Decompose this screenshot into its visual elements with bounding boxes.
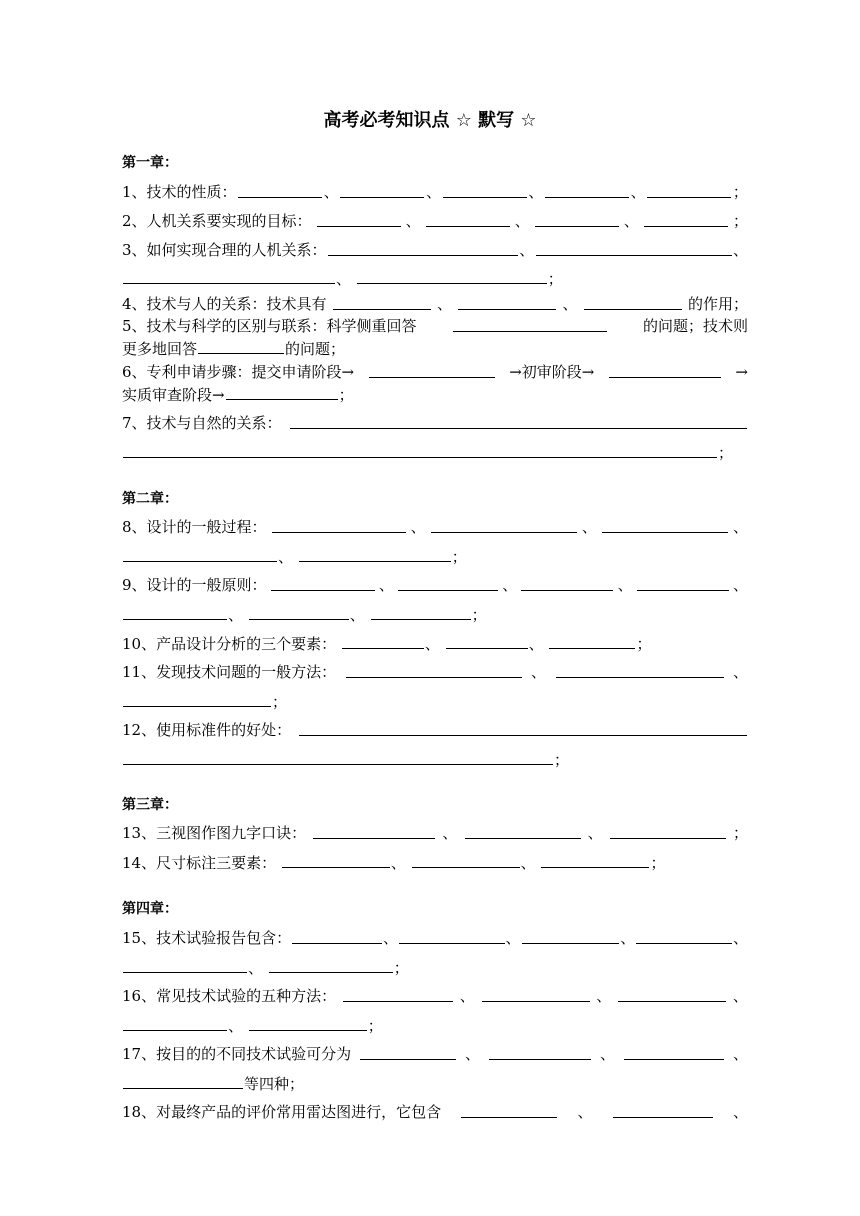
answer-blank[interactable] [198,338,284,354]
question-line: 5、技术与科学的区别与联系：科学侧重回答 的问题；技术则 [122,317,748,335]
question-line: ； [122,442,748,463]
answer-blank[interactable] [431,517,577,533]
question-line: ； [122,691,748,712]
chapter-heading: 第四章： [122,901,178,917]
question-label: 6、专利申请步骤：提交申请阶段→ [122,363,355,381]
answer-blank[interactable] [343,986,453,1002]
question-label: 14、尺寸标注三要素： [122,854,277,872]
answer-blank[interactable] [556,662,724,678]
answer-blank[interactable] [290,413,747,429]
answer-blank[interactable] [299,720,747,736]
answer-blank[interactable] [299,546,451,562]
question-line: 、 ； [122,1015,748,1036]
question-line: 13、三视图作图九字口诀： 、 、 ； [122,824,748,842]
answer-blank[interactable] [636,928,732,944]
answer-blank[interactable] [123,1073,243,1089]
answer-blank[interactable] [123,1015,227,1031]
answer-blank[interactable] [313,823,435,839]
answer-blank[interactable] [340,182,424,198]
answer-blank[interactable] [602,517,728,533]
question-line [122,413,748,433]
answer-blank[interactable] [317,211,401,227]
answer-blank[interactable] [610,823,726,839]
question-label: 15、技术试验报告包含： [122,929,292,947]
answer-blank[interactable] [584,294,682,310]
answer-blank[interactable] [458,294,556,310]
question-label: 5、技术与科学的区别与联系：科学侧重回答 [122,317,417,335]
answer-blank[interactable] [545,182,629,198]
question-line: 14、尺寸标注三要素： 、 、 ； [122,854,666,872]
answer-blank[interactable] [637,575,729,591]
question-label: 2、人机关系要实现的目标： [122,212,312,230]
answer-blank[interactable] [226,384,338,400]
question-line: 6、专利申请步骤：提交申请阶段→ →初审阶段→ → [122,363,748,381]
answer-blank[interactable] [521,575,613,591]
answer-blank[interactable] [269,957,393,973]
answer-blank[interactable] [489,1044,591,1060]
answer-blank[interactable] [522,928,620,944]
question-line: 11、发现技术问题的一般方法： 、 、 [122,663,748,681]
question-line: 18、对最终产品的评价常用雷达图进行，它包含 、 、 [122,1103,748,1121]
answer-blank[interactable] [292,928,382,944]
answer-blank[interactable] [346,662,522,678]
answer-blank[interactable] [123,957,247,973]
answer-blank[interactable] [624,1044,724,1060]
answer-blank[interactable] [618,986,726,1002]
answer-blank[interactable] [123,691,271,707]
answer-blank[interactable] [238,182,322,198]
answer-blank[interactable] [453,316,607,332]
answer-blank[interactable] [446,633,528,649]
answer-blank[interactable] [369,362,495,378]
answer-blank[interactable] [371,604,471,620]
answer-blank[interactable] [342,633,424,649]
answer-blank[interactable] [613,1102,713,1118]
answer-blank[interactable] [271,575,375,591]
question-label: 13、三视图作图九字口诀： [122,824,307,842]
question-label: 16、常见技术试验的五种方法： [122,987,337,1005]
question-label: 1、技术的性质： [122,183,237,201]
answer-blank[interactable] [123,546,277,562]
chapter-heading: 第一章： [122,155,178,171]
answer-blank[interactable] [333,294,431,310]
chapter-heading: 第二章： [122,491,178,507]
question-line: 2、人机关系要实现的目标： 、 、 、 ； [122,212,748,230]
question-label: 10、产品设计分析的三个要素： [122,635,337,653]
question-line: 、 ； [122,268,748,289]
question-line: ； [122,749,748,770]
question-line: 、 、 ； [122,604,748,625]
question-line: 17、按目的的不同技术试验可分为 、 、 、 [122,1045,748,1063]
question-label: 17、按目的的不同技术试验可分为 [122,1045,352,1063]
answer-blank[interactable] [465,823,581,839]
question-label: 12、使用标准件的好处： [122,721,292,739]
answer-blank[interactable] [461,1102,557,1118]
answer-blank[interactable] [249,1015,367,1031]
answer-blank[interactable] [549,633,635,649]
question-line: 实质审查阶段→ ； [122,386,354,404]
page-title: 高考必考知识点 ☆ 默写 ☆ [323,110,537,131]
question-line: 8、设计的一般过程： 、 、 、 [122,518,748,536]
chapter-heading: 第三章： [122,797,178,813]
answer-blank[interactable] [123,442,717,458]
answer-blank[interactable] [644,211,728,227]
answer-blank[interactable] [541,852,649,868]
question-label: 7、技术与自然的关系： [122,414,282,432]
question-line: 更多地回答 的问题； [122,340,346,358]
answer-blank[interactable] [426,211,510,227]
answer-blank[interactable] [357,268,547,284]
question-line [122,720,748,740]
answer-blank[interactable] [536,240,732,256]
answer-blank[interactable] [360,1044,456,1060]
question-line: 3、如何实现合理的人机关系： 、 、 [122,241,748,259]
answer-blank[interactable] [249,604,349,620]
question-label: 9、设计的一般原则： [122,576,267,594]
question-line: 等四种； [122,1073,748,1094]
answer-blank[interactable] [535,211,619,227]
question-line: 15、技术试验报告包含： 、 、 、 、 [122,929,749,947]
answer-blank[interactable] [443,182,527,198]
answer-blank[interactable] [328,240,518,256]
answer-blank[interactable] [123,749,553,765]
answer-blank[interactable] [399,928,505,944]
question-label: 3、如何实现合理的人机关系： [122,241,327,259]
question-line: 16、常见技术试验的五种方法： 、 、 、 [122,987,748,1005]
question-label: 18、对最终产品的评价常用雷达图进行，它包含 [122,1103,442,1121]
answer-blank[interactable] [412,852,520,868]
question-label: 8、设计的一般过程： [122,518,267,536]
question-label: 11、发现技术问题的一般方法： [122,663,337,681]
question-label: 4、技术与人的关系：技术具有 [122,295,327,313]
answer-blank[interactable] [272,517,406,533]
answer-blank[interactable] [647,182,731,198]
question-line: 1、技术的性质： 、 、 、 、 ； [122,183,748,201]
question-line: 、 ； [122,546,748,567]
answer-blank[interactable] [282,852,390,868]
question-line: 、 ； [122,957,748,978]
answer-blank[interactable] [609,362,721,378]
answer-blank[interactable] [482,986,590,1002]
question-line: 4、技术与人的关系：技术具有 、 、 的作用； [122,295,748,313]
question-line: 10、产品设计分析的三个要素： 、 、 ； [122,635,652,653]
answer-blank[interactable] [398,575,498,591]
answer-blank[interactable] [123,268,335,284]
answer-blank[interactable] [123,604,227,620]
question-line: 9、设计的一般原则： 、 、 、 、 [122,576,748,594]
